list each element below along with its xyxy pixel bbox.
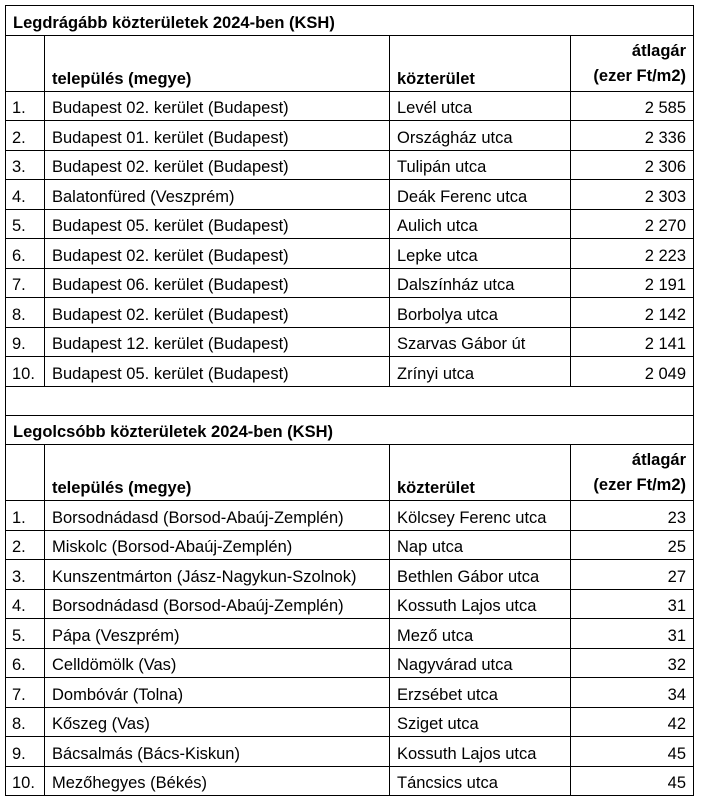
settlement-cell[interactable]: Balatonfüred (Veszprém) (45, 180, 390, 210)
price-cell[interactable]: 2 049 (571, 357, 694, 387)
street-cell[interactable]: Nap utca (390, 530, 571, 560)
settlement-cell[interactable]: Budapest 06. kerület (Budapest) (45, 268, 390, 298)
cheap-header-street[interactable]: közterület (390, 445, 571, 501)
table-row (6, 619, 694, 649)
price-cell[interactable]: 2 141 (571, 327, 694, 357)
rank-cell[interactable]: 6. (6, 648, 45, 678)
table-row (6, 501, 694, 531)
settlement-cell[interactable]: Kőszeg (Vas) (45, 707, 390, 737)
rank-cell[interactable]: 6. (6, 239, 45, 269)
street-cell[interactable]: Bethlen Gábor utca (390, 560, 571, 590)
street-cell[interactable]: Országház utca (390, 121, 571, 151)
price-header-line1: átlagár (631, 41, 687, 60)
street-cell[interactable]: Lepke utca (390, 239, 571, 269)
rank-cell[interactable]: 5. (6, 209, 45, 239)
rank-cell[interactable]: 7. (6, 268, 45, 298)
table-row (6, 298, 694, 328)
settlement-cell[interactable]: Budapest 12. kerület (Budapest) (45, 327, 390, 357)
settlement-cell[interactable]: Kunszentmárton (Jász-Nagykun-Szolnok) (45, 560, 390, 590)
price-cell[interactable]: 45 (571, 766, 694, 796)
rank-cell[interactable]: 9. (6, 737, 45, 767)
price-cell[interactable]: 27 (571, 560, 694, 590)
street-cell[interactable]: Szarvas Gábor út (390, 327, 571, 357)
rank-cell[interactable]: 2. (6, 530, 45, 560)
cheap-header-price[interactable] (571, 445, 694, 501)
street-cell[interactable]: Deák Ferenc utca (390, 180, 571, 210)
cheap-header-rank[interactable] (6, 445, 45, 501)
street-cell[interactable]: Dalszínház utca (390, 268, 571, 298)
price-table (5, 5, 694, 796)
expensive-header-row (6, 35, 694, 91)
settlement-cell[interactable]: Budapest 02. kerület (Budapest) (45, 239, 390, 269)
settlement-cell[interactable]: Celldömölk (Vas) (45, 648, 390, 678)
rank-cell[interactable]: 8. (6, 707, 45, 737)
empty-cell[interactable] (6, 386, 694, 415)
price-cell[interactable]: 42 (571, 707, 694, 737)
table-row (6, 268, 694, 298)
settlement-cell[interactable]: Budapest 02. kerület (Budapest) (45, 91, 390, 121)
cheap-header-settlement[interactable]: település (megye) (45, 445, 390, 501)
street-cell[interactable]: Kossuth Lajos utca (390, 737, 571, 767)
street-cell[interactable]: Borbolya utca (390, 298, 571, 328)
rank-cell[interactable]: 10. (6, 766, 45, 796)
rank-cell[interactable]: 3. (6, 560, 45, 590)
settlement-cell[interactable]: Budapest 02. kerület (Budapest) (45, 150, 390, 180)
cheap-title-row (6, 415, 694, 445)
price-cell[interactable]: 34 (571, 678, 694, 708)
street-cell[interactable]: Kölcsey Ferenc utca (390, 501, 571, 531)
settlement-cell[interactable]: Borsodnádasd (Borsod-Abaúj-Zemplén) (45, 589, 390, 619)
price-cell[interactable]: 23 (571, 501, 694, 531)
settlement-cell[interactable]: Bácsalmás (Bács-Kiskun) (45, 737, 390, 767)
rank-cell[interactable]: 3. (6, 150, 45, 180)
rank-cell[interactable]: 7. (6, 678, 45, 708)
table-row (6, 121, 694, 151)
rank-cell[interactable]: 1. (6, 91, 45, 121)
spreadsheet (5, 5, 694, 796)
table-row (6, 678, 694, 708)
table-row (6, 180, 694, 210)
street-cell[interactable]: Tulipán utca (390, 150, 571, 180)
price-cell[interactable]: 45 (571, 737, 694, 767)
table-row (6, 707, 694, 737)
price-cell[interactable]: 2 306 (571, 150, 694, 180)
price-cell[interactable]: 2 142 (571, 298, 694, 328)
price-cell[interactable]: 2 336 (571, 121, 694, 151)
table-row (6, 648, 694, 678)
street-cell[interactable]: Levél utca (390, 91, 571, 121)
expensive-title-row (6, 6, 694, 36)
settlement-cell[interactable]: Pápa (Veszprém) (45, 619, 390, 649)
settlement-cell[interactable]: Budapest 05. kerület (Budapest) (45, 357, 390, 387)
street-cell[interactable]: Erzsébet utca (390, 678, 571, 708)
table-row (6, 737, 694, 767)
rank-cell[interactable]: 1. (6, 501, 45, 531)
price-header-line2: (ezer Ft/m2) (593, 476, 687, 494)
rank-cell[interactable]: 10. (6, 357, 45, 387)
table-row (6, 91, 694, 121)
cheap-title[interactable]: Legolcsóbb közterületek 2024-ben (KSH) (6, 415, 694, 445)
street-cell[interactable]: Sziget utca (390, 707, 571, 737)
rank-cell[interactable]: 8. (6, 298, 45, 328)
expensive-header-street[interactable]: közterület (390, 35, 571, 91)
expensive-title[interactable]: Legdrágább közterületek 2024-ben (KSH) (6, 6, 694, 36)
street-cell[interactable]: Zrínyi utca (390, 357, 571, 387)
street-cell[interactable]: Aulich utca (390, 209, 571, 239)
table-row (6, 560, 694, 590)
price-header-line1: átlagár (631, 451, 687, 469)
gap-row (6, 386, 694, 415)
table-row (6, 239, 694, 269)
rank-cell[interactable]: 4. (6, 589, 45, 619)
price-cell[interactable]: 25 (571, 530, 694, 560)
table-body (6, 6, 694, 796)
cheap-header-row (6, 445, 694, 501)
street-cell[interactable]: Táncsics utca (390, 766, 571, 796)
rank-cell[interactable]: 9. (6, 327, 45, 357)
settlement-cell[interactable]: Budapest 01. kerület (Budapest) (45, 121, 390, 151)
price-cell[interactable]: 2 585 (571, 91, 694, 121)
settlement-cell[interactable]: Budapest 02. kerület (Budapest) (45, 298, 390, 328)
price-header-line2: (ezer Ft/m2) (593, 66, 687, 85)
street-cell[interactable]: Kossuth Lajos utca (390, 589, 571, 619)
street-cell[interactable]: Mező utca (390, 619, 571, 649)
price-cell[interactable]: 31 (571, 619, 694, 649)
expensive-header-price[interactable] (571, 35, 694, 91)
settlement-cell[interactable]: Budapest 05. kerület (Budapest) (45, 209, 390, 239)
settlement-cell[interactable]: Mezőhegyes (Békés) (45, 766, 390, 796)
table-row (6, 357, 694, 387)
settlement-cell[interactable]: Borsodnádasd (Borsod-Abaúj-Zemplén) (45, 501, 390, 531)
table-row (6, 327, 694, 357)
table-row (6, 209, 694, 239)
expensive-header-rank[interactable] (6, 35, 45, 91)
table-row (6, 150, 694, 180)
street-cell[interactable]: Nagyvárad utca (390, 648, 571, 678)
expensive-header-settlement[interactable]: település (megye) (45, 35, 390, 91)
rank-cell[interactable]: 4. (6, 180, 45, 210)
table-row (6, 530, 694, 560)
price-cell[interactable]: 2 303 (571, 180, 694, 210)
rank-cell[interactable]: 2. (6, 121, 45, 151)
settlement-cell[interactable]: Miskolc (Borsod-Abaúj-Zemplén) (45, 530, 390, 560)
price-cell[interactable]: 31 (571, 589, 694, 619)
price-cell[interactable]: 2 223 (571, 239, 694, 269)
rank-cell[interactable]: 5. (6, 619, 45, 649)
settlement-cell[interactable]: Dombóvár (Tolna) (45, 678, 390, 708)
table-row (6, 589, 694, 619)
price-cell[interactable]: 2 270 (571, 209, 694, 239)
table-row (6, 766, 694, 796)
price-cell[interactable]: 2 191 (571, 268, 694, 298)
price-cell[interactable]: 32 (571, 648, 694, 678)
